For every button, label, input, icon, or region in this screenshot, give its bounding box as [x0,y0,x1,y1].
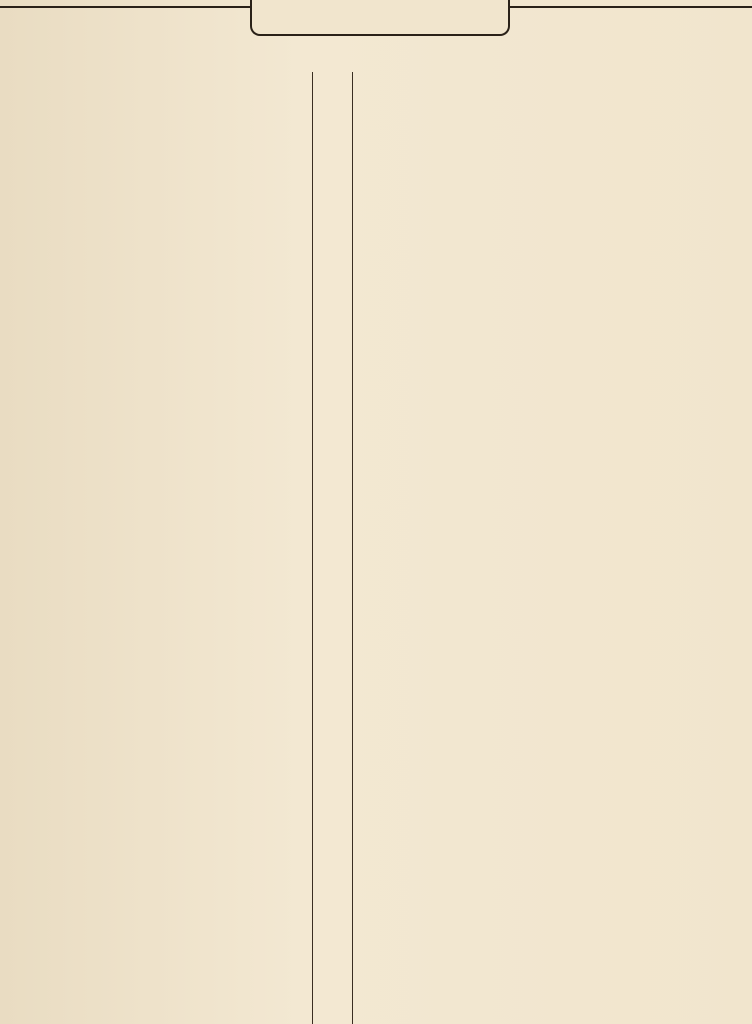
header-rule-left [0,6,250,8]
divider-figures [312,72,313,1024]
page-title [250,0,510,36]
header-rule-right [506,6,752,8]
divider-numbers [352,72,353,1024]
